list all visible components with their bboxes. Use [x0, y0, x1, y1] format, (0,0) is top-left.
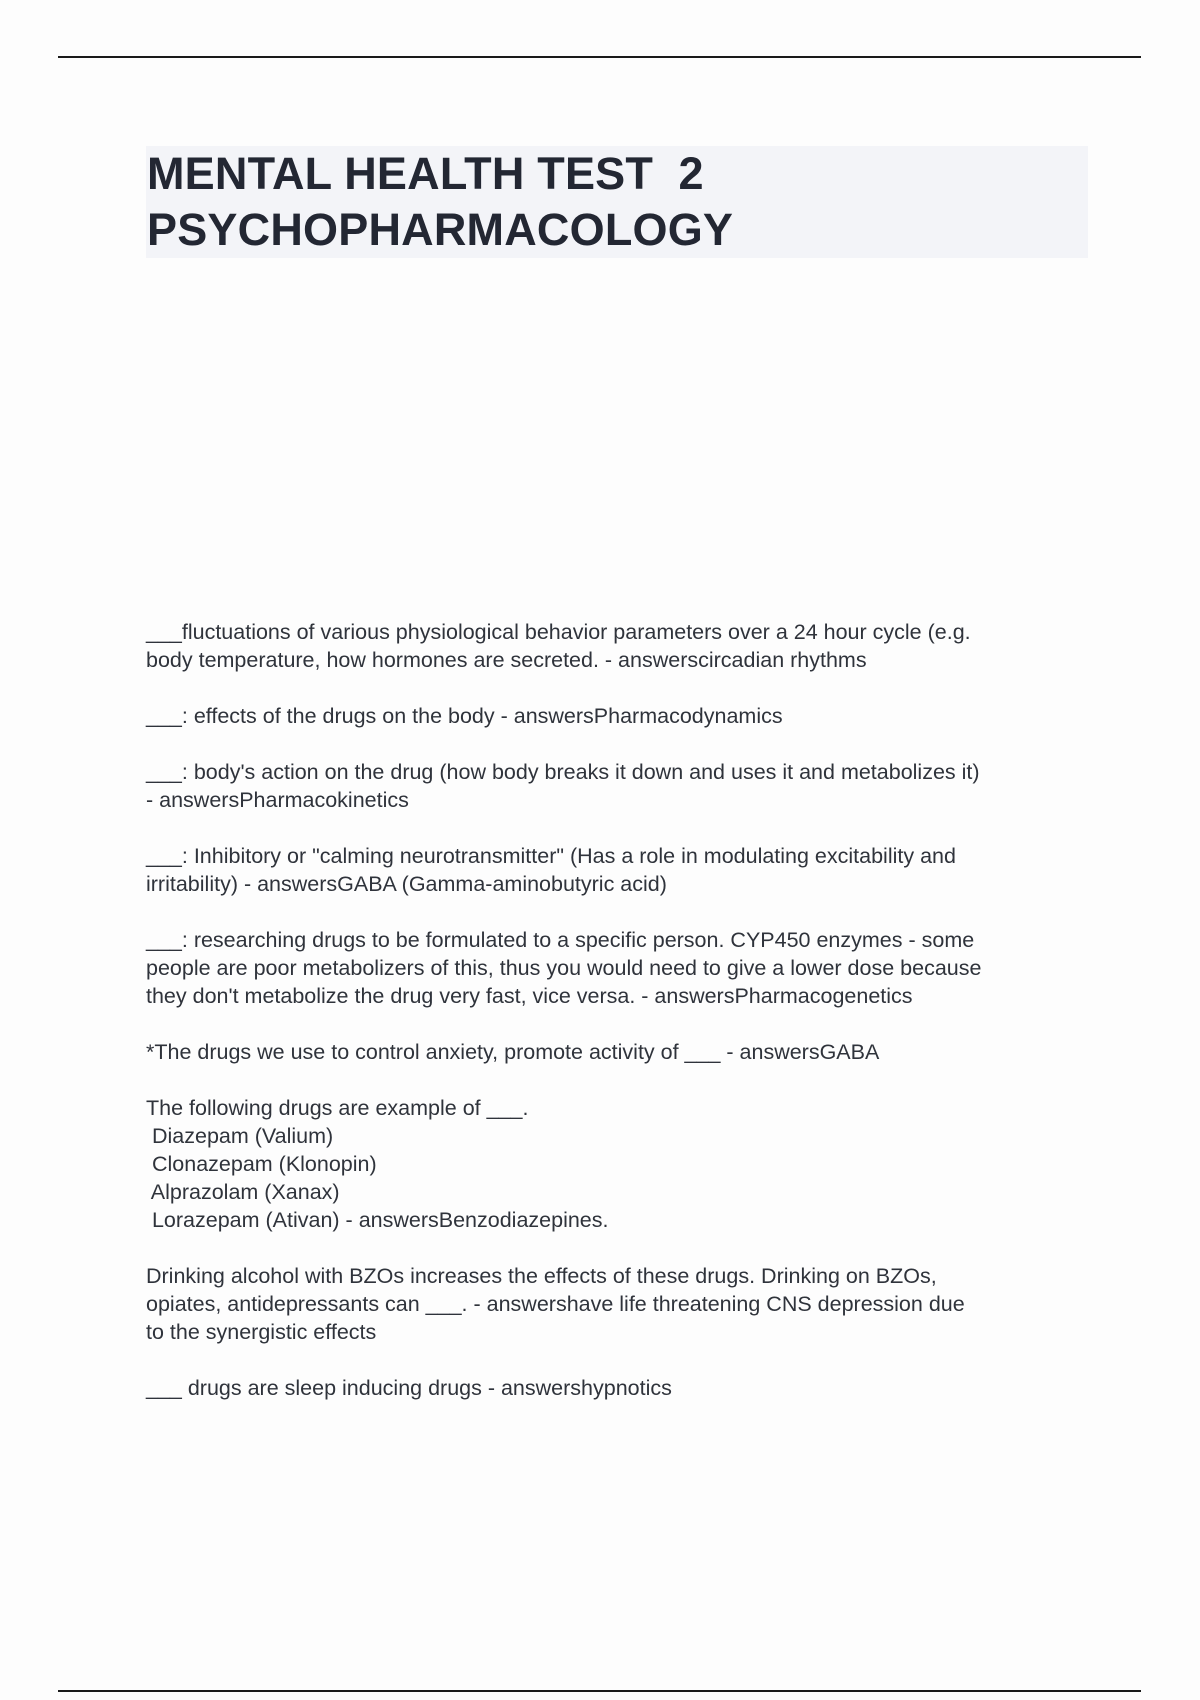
qa-entry-pharmacokinetics — [146, 758, 1096, 814]
entry-text-line: ___: Inhibitory or "calming neurotransmitter" (Has a role in modulating excitability and — [146, 844, 956, 868]
qa-entry-anxiety-gaba — [146, 1038, 1096, 1066]
document-title — [146, 146, 1088, 258]
qa-entry-circadian — [146, 618, 1096, 674]
entry-text-line: opiates, antidepressants can ___. - answershave life threatening CNS depression due — [146, 1292, 965, 1316]
entry-text-line: Diazepam (Valium) — [146, 1124, 334, 1148]
entry-text-line: they don't metabolize the drug very fast, vice versa. - answersPharmacogenetics — [146, 984, 913, 1008]
qa-entry-benzodiazepines — [146, 1094, 1096, 1234]
qa-entry-hypnotics — [146, 1374, 1096, 1402]
bottom-divider — [58, 1690, 1141, 1692]
qa-entry-pharmacogenetics — [146, 926, 1096, 1010]
entry-text-line: ___: body's action on the drug (how body breaks it down and uses it and metabolizes it) — [146, 760, 980, 784]
entry-text-line: Alprazolam (Xanax) — [146, 1180, 340, 1204]
entry-text-line: people are poor metabolizers of this, thus you would need to give a lower dose because — [146, 956, 982, 980]
qa-entry-gaba — [146, 842, 1096, 898]
qa-entry-pharmacodynamics — [146, 702, 1096, 730]
title-block — [146, 146, 1088, 258]
entry-text-line: Drinking alcohol with BZOs increases the effects of these drugs. Drinking on BZOs, — [146, 1264, 937, 1288]
entry-text-line: to the synergistic effects — [146, 1320, 377, 1344]
qa-entry-cns-depression — [146, 1262, 1096, 1346]
entry-text-line: body temperature, how hormones are secreted. - answerscircadian rhythms — [146, 648, 867, 672]
entry-text-line: The following drugs are example of ___. — [146, 1096, 529, 1120]
entry-text-line: ___: effects of the drugs on the body - answersPharmacodynamics — [146, 704, 783, 728]
entry-text-line: Lorazepam (Ativan) - answersBenzodiazepines. — [146, 1208, 609, 1232]
entry-text-line: - answersPharmacokinetics — [146, 788, 409, 812]
qa-list — [146, 618, 1096, 1430]
title-line-2: PSYCHOPHARMACOLOGY — [147, 204, 734, 255]
entry-text-line: ___ drugs are sleep inducing drugs - answershypnotics — [146, 1376, 672, 1400]
entry-text-line: ___: researching drugs to be formulated to a specific person. CYP450 enzymes - some — [146, 928, 975, 952]
title-line-1: MENTAL HEALTH TEST 2 — [147, 148, 704, 199]
entry-text-line: Clonazepam (Klonopin) — [146, 1152, 377, 1176]
entry-text-line: irritability) - answersGABA (Gamma-aminobutyric acid) — [146, 872, 667, 896]
entry-text-line: ___fluctuations of various physiological behavior parameters over a 24 hour cycle (e.g. — [146, 620, 971, 644]
top-divider — [58, 56, 1141, 58]
entry-text-line: *The drugs we use to control anxiety, promote activity of ___ - answersGABA — [146, 1040, 880, 1064]
